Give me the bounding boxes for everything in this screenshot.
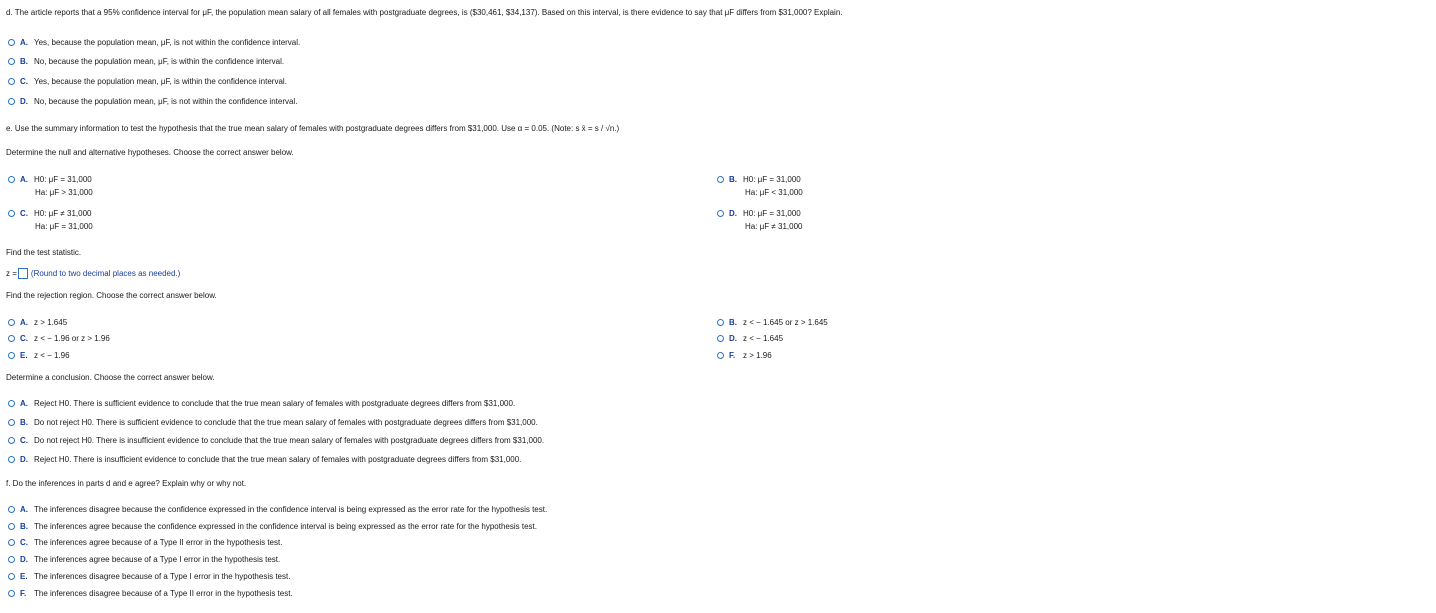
- radio-button[interactable]: [717, 319, 724, 326]
- radio-button[interactable]: [8, 437, 15, 444]
- radio-button[interactable]: [717, 335, 724, 342]
- hyp-option-a[interactable]: A. H0: μF = 31,000: [8, 174, 92, 185]
- hyp-option-c-ha: Ha: μF = 31,000: [35, 222, 93, 231]
- part-d-option-c[interactable]: C. Yes, because the population mean, μF, is within the confidence interval.: [8, 76, 287, 87]
- concl-option-d[interactable]: D. Reject H0. There is insufficient evidence to conclude that the true mean salary of females with postgraduate degrees differs from $31,000.: [8, 454, 521, 465]
- rej-option-d[interactable]: D. z < − 1.645: [717, 333, 783, 344]
- radio-button[interactable]: [8, 58, 15, 65]
- radio-button[interactable]: [8, 400, 15, 407]
- test-statistic-prompt: Find the test statistic.: [6, 248, 82, 257]
- radio-button[interactable]: [8, 319, 15, 326]
- radio-button[interactable]: [8, 523, 15, 530]
- concl-option-b[interactable]: B. Do not reject H0. There is sufficient evidence to conclude that the true mean salary of females with postgraduate degrees differs from $31,000.: [8, 417, 538, 428]
- hyp-option-d[interactable]: D. H0: μF = 31,000: [717, 208, 801, 219]
- radio-button[interactable]: [8, 98, 15, 105]
- rej-option-c[interactable]: C. z < − 1.96 or z > 1.96: [8, 333, 110, 344]
- radio-button[interactable]: [8, 39, 15, 46]
- hyp-option-a-ha: Ha: μF > 31,000: [35, 188, 93, 197]
- part-e-question: e. Use the summary information to test the hypothesis that the true mean salary of females with postgraduate degrees differs from $31,000. Use α = 0.05. (Note: s x̄ = s / √n.): [6, 124, 620, 133]
- part-f-option-a[interactable]: A. The inferences disagree because the confidence expressed in the confidence interval is being expressed as the error rate for the hypothesis test.: [8, 504, 547, 515]
- rej-option-e[interactable]: E. z < − 1.96: [8, 350, 70, 361]
- z-label: z =: [6, 269, 17, 278]
- rej-option-a[interactable]: A. z > 1.645: [8, 317, 67, 328]
- part-f-question: f. Do the inferences in parts d and e agree? Explain why or why not.: [6, 479, 247, 488]
- rej-option-b[interactable]: B. z < − 1.645 or z > 1.645: [717, 317, 828, 328]
- z-hint: (Round to two decimal places as needed.): [30, 269, 181, 278]
- part-d-question: d. The article reports that a 95% confidence interval for μF, the population mean salary of all females with postgraduate degrees, is ($30,461, $34,137). Based on this interval, is there evidence to say that μF differs from $31,000? Explain.: [6, 8, 843, 17]
- radio-button[interactable]: [8, 419, 15, 426]
- radio-button[interactable]: [8, 78, 15, 85]
- radio-button[interactable]: [8, 176, 15, 183]
- radio-button[interactable]: [8, 335, 15, 342]
- hyp-option-c[interactable]: C. H0: μF ≠ 31,000: [8, 208, 91, 219]
- part-f-option-d[interactable]: D. The inferences agree because of a Type I error in the hypothesis test.: [8, 554, 280, 565]
- radio-button[interactable]: [717, 210, 724, 217]
- radio-button[interactable]: [8, 352, 15, 359]
- part-d-option-a[interactable]: A. Yes, because the population mean, μF, is not within the confidence interval.: [8, 37, 300, 48]
- rejection-region-prompt: Find the rejection region. Choose the correct answer below.: [6, 291, 217, 300]
- part-d-option-d[interactable]: D. No, because the population mean, μF, is not within the confidence interval.: [8, 96, 297, 107]
- part-f-option-f[interactable]: F. The inferences disagree because of a Type II error in the hypothesis test.: [8, 588, 293, 599]
- radio-button[interactable]: [717, 352, 724, 359]
- radio-button[interactable]: [8, 590, 15, 597]
- radio-button[interactable]: [8, 210, 15, 217]
- part-f-option-c[interactable]: C. The inferences agree because of a Type II error in the hypothesis test.: [8, 537, 282, 548]
- part-f-option-e[interactable]: E. The inferences disagree because of a Type I error in the hypothesis test.: [8, 571, 290, 582]
- hypotheses-prompt: Determine the null and alternative hypotheses. Choose the correct answer below.: [6, 148, 294, 157]
- z-answer-input[interactable]: [18, 268, 28, 279]
- radio-button[interactable]: [717, 176, 724, 183]
- hyp-option-b-ha: Ha: μF < 31,000: [745, 188, 803, 197]
- radio-button[interactable]: [8, 539, 15, 546]
- part-f-option-b[interactable]: B. The inferences agree because the confidence expressed in the confidence interval is being expressed as the error rate for the hypothesis test.: [8, 521, 537, 532]
- radio-button[interactable]: [8, 573, 15, 580]
- radio-button[interactable]: [8, 456, 15, 463]
- rej-option-f[interactable]: F. z > 1.96: [717, 350, 772, 361]
- radio-button[interactable]: [8, 556, 15, 563]
- radio-button[interactable]: [8, 506, 15, 513]
- conclusion-prompt: Determine a conclusion. Choose the correct answer below.: [6, 373, 215, 382]
- part-d-option-b[interactable]: B. No, because the population mean, μF, is within the confidence interval.: [8, 56, 284, 67]
- concl-option-c[interactable]: C. Do not reject H0. There is insufficient evidence to conclude that the true mean salary of females with postgraduate degrees differs from $31,000.: [8, 435, 544, 446]
- concl-option-a[interactable]: A. Reject H0. There is sufficient evidence to conclude that the true mean salary of females with postgraduate degrees differs from $31,000.: [8, 398, 515, 409]
- z-answer-row: [6, 268, 180, 279]
- hyp-option-b[interactable]: B. H0: μF = 31,000: [717, 174, 801, 185]
- hyp-option-d-ha: Ha: μF ≠ 31,000: [745, 222, 803, 231]
